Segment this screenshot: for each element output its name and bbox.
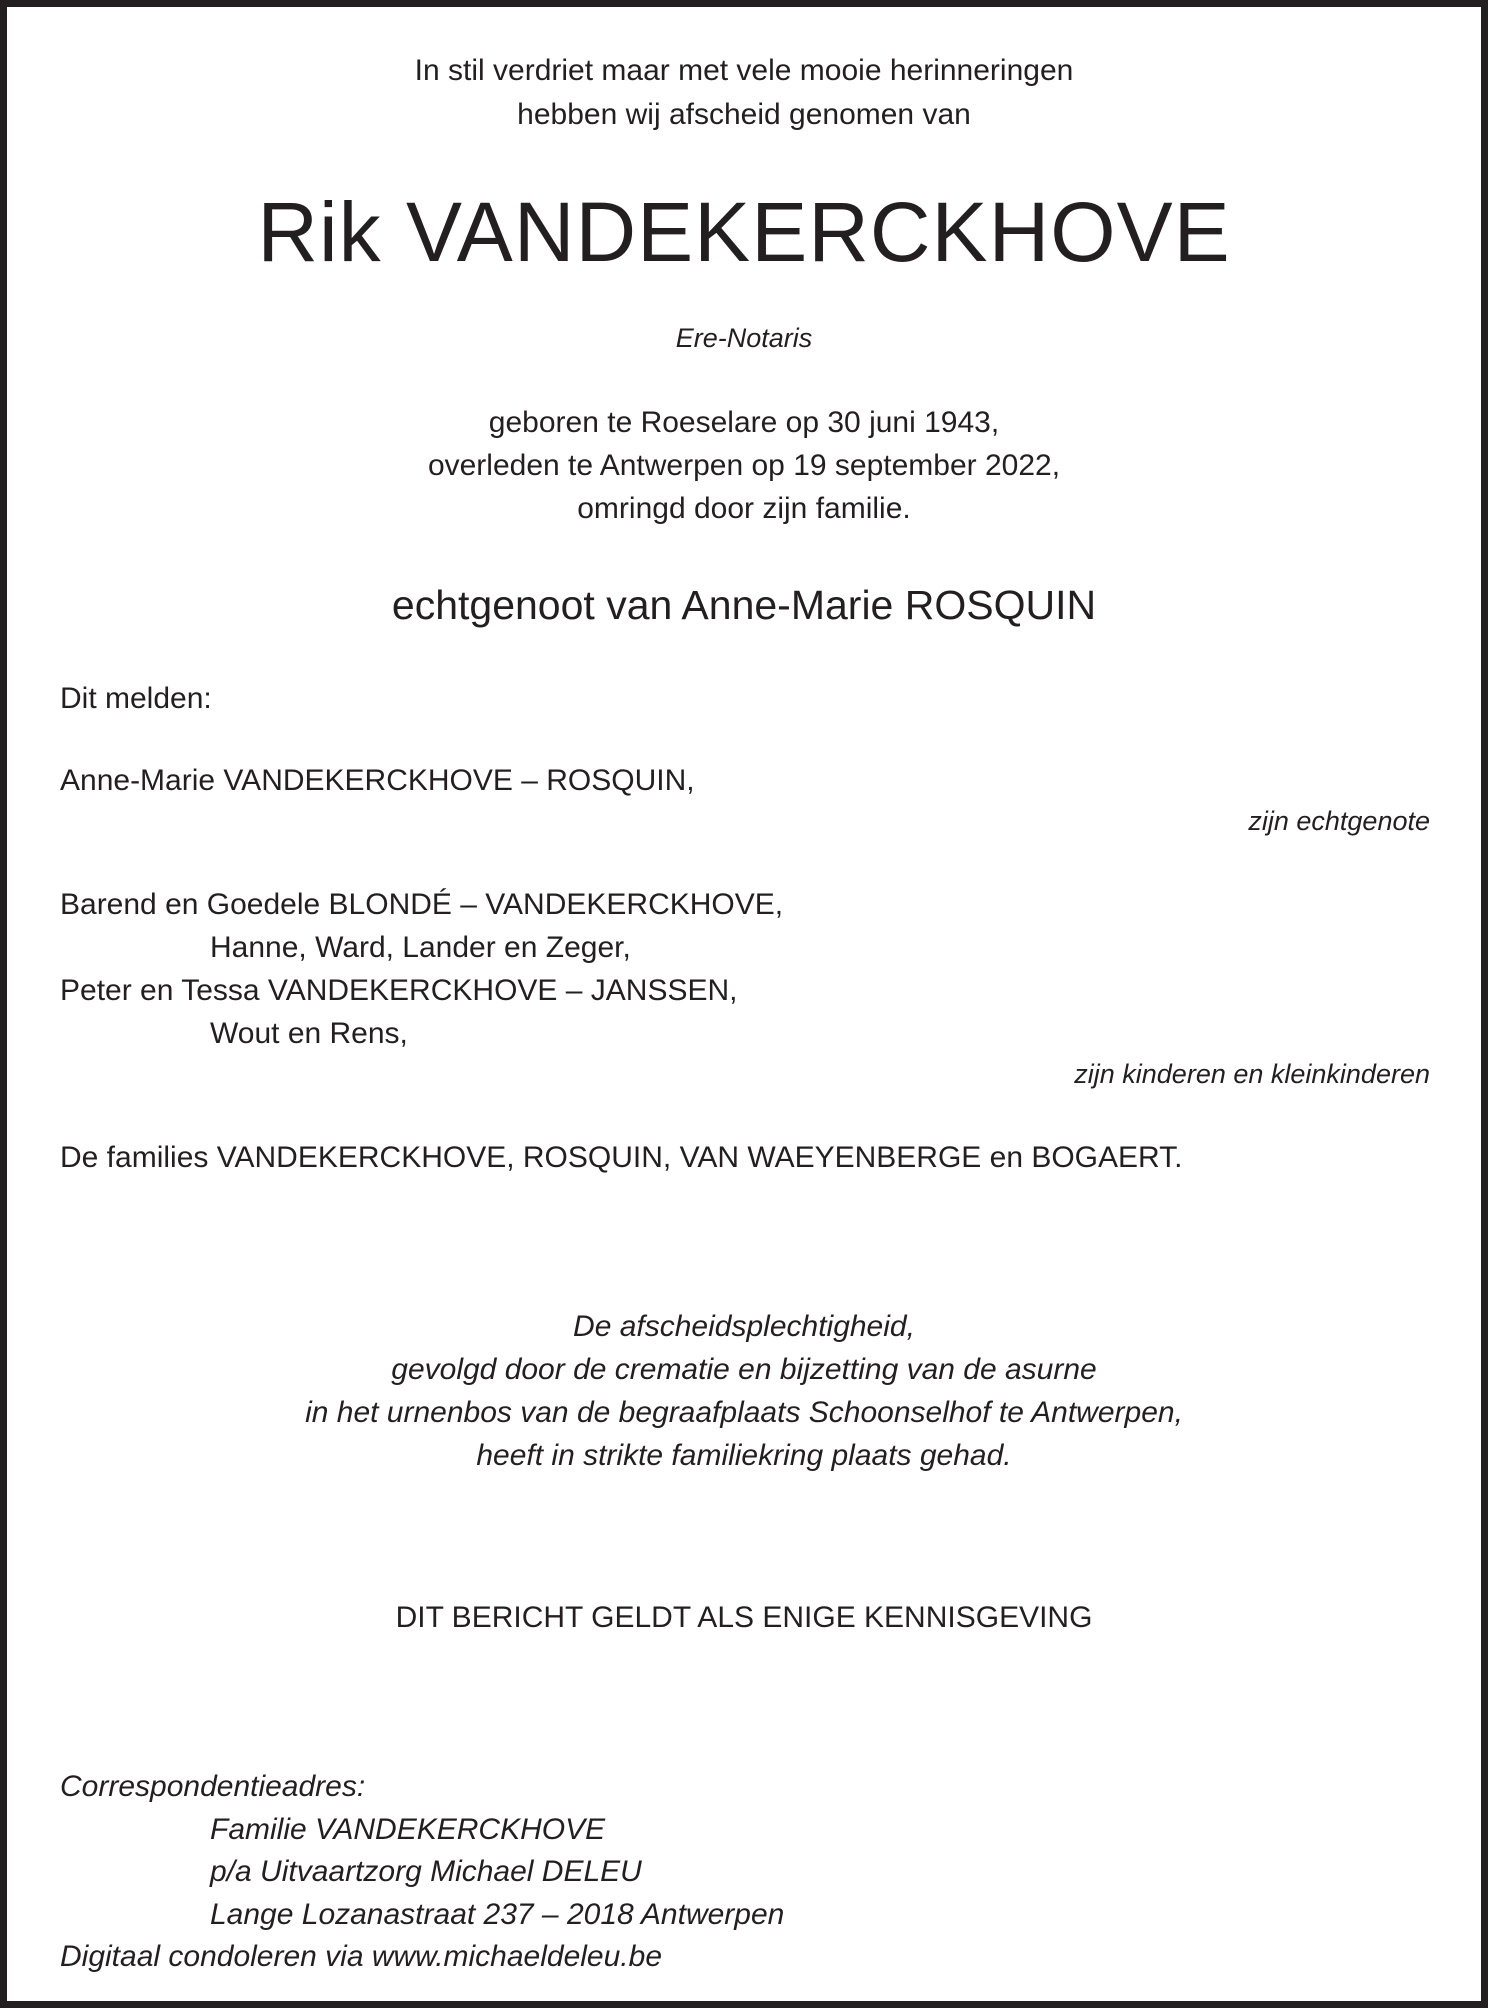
intro-line-2: hebben wij afscheid genomen van [517,98,971,131]
deceased-name: Rik VANDEKERCKHOVE [257,185,1231,279]
wife-name: Anne-Marie VANDEKERCKHOVE – ROSQUIN, [60,764,695,797]
surrounded-line: omringd door zijn familie. [577,492,911,525]
ceremony-line-2: gevolgd door de crematie en bijzetting van de asurne [391,1353,1097,1386]
grandchildren-2: Wout en Rens, [210,1017,408,1050]
correspondence-via: p/a Uitvaartzorg Michael DELEU [210,1855,642,1888]
ceremony-line-3: in het urnenbos van de begraafplaats Schoonselhof te Antwerpen, [305,1396,1183,1429]
child-1: Barend en Goedele BLONDÉ – VANDEKERCKHOVE, [60,888,784,921]
correspondence-label: Correspondentieadres: [60,1770,366,1803]
ceremony-line-1: De afscheidsplechtigheid, [573,1310,915,1343]
deceased-title: Ere-Notaris [675,323,813,353]
child-2: Peter en Tessa VANDEKERCKHOVE – JANSSEN, [60,974,738,1007]
intro-line-1: In stil verdriet maar met vele mooie herinneringen [414,54,1074,87]
correspondence-address: Lange Lozanastraat 237 – 2018 Antwerpen [210,1898,785,1931]
grandchildren-1: Hanne, Ward, Lander en Zeger, [210,931,631,964]
children-relation: zijn kinderen en kleinkinderen [1074,1059,1430,1089]
wife-relation: zijn echtgenote [1248,806,1430,836]
spouse-line: echtgenoot van Anne-Marie ROSQUIN [391,582,1097,628]
families-line: De families VANDEKERCKHOVE, ROSQUIN, VAN WAEYENBERGE en BOGAERT. [60,1141,1183,1174]
announcers-heading: Dit melden: [60,682,212,715]
birth-line: geboren te Roeselare op 30 juni 1943, [488,406,1000,439]
correspondence-family: Familie VANDEKERCKHOVE [210,1813,606,1846]
notice-line: DIT BERICHT GELDT ALS ENIGE KENNISGEVING [395,1601,1093,1634]
death-line: overleden te Antwerpen op 19 september 2022, [427,449,1061,482]
ceremony-line-4: heeft in strikte familiekring plaats gehad. [476,1439,1012,1472]
online-condolence-line: Digitaal condoleren via www.michaeldeleu.be [60,1940,663,1973]
